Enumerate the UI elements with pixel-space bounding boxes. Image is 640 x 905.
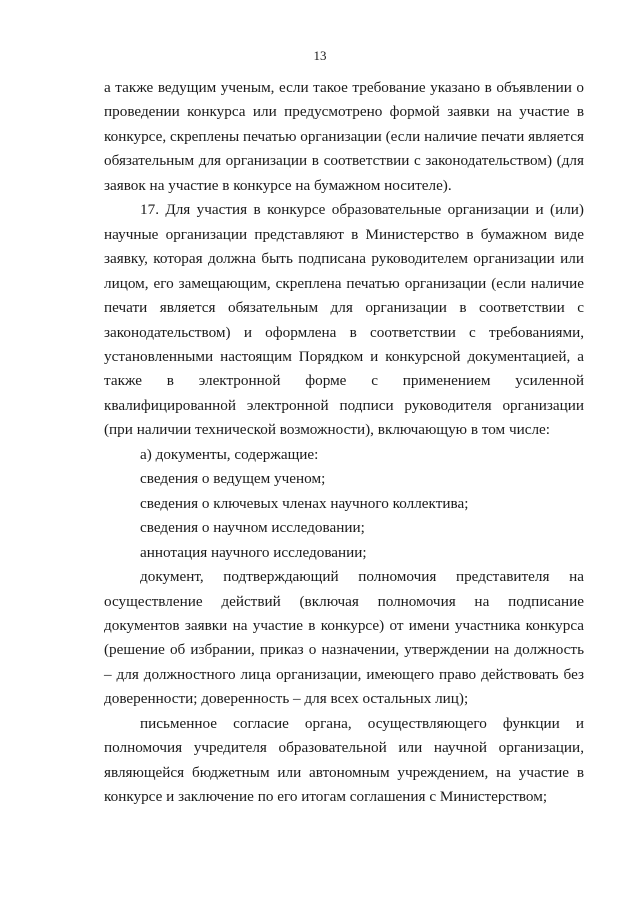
documents-list — [104, 443, 584, 565]
page-number: 13 — [313, 48, 327, 63]
list-item: а) документы, содержащие: — [140, 445, 319, 463]
list-item: сведения о ключевых членах научного коллектива; — [140, 494, 469, 512]
list-item: сведения о научном исследовании; — [140, 519, 365, 537]
paragraph-clause-17: 17. Для участия в конкурсе образовательные организации и (или) научные организации представляют в Министерство в бумажном виде заявку, которая должна быть подписана руководителем организации или лицом, его замещающим, скреплена печатью организации (если наличие печати является обязательным для организации в соответствии с законодательством) и оформлена в соответствии с требованиями, установленными настоящим Порядком и конкурсной документацией, а также в электронной форме с применением усиленной квалифицированной электронной подписи руководителя организации (при наличии технической возможности), включающую в том числе: — [104, 201, 584, 439]
paragraph-continuation: а также ведущим ученым, если такое требование указано в объявлении о проведении конкурса или предусмотрено формой заявки на участие в конкурсе, скреплены печатью организации (если наличие печати является обязательным для организации в соответствии с законодательством) (для заявок на участие в конкурсе на бумажном носителе). — [104, 79, 584, 194]
document-body — [104, 76, 584, 810]
list-item: аннотация научного исследовании; — [140, 543, 367, 561]
list-item: сведения о ведущем ученом; — [140, 470, 326, 488]
paragraph-authority-document: документ, подтверждающий полномочия представителя на осуществление действий (включая полномочия на подписание документов заявки на участие в конкурсе) от имени участника конкурса (решение об избрании, приказ о назначении, утверждении на должность – для должностного лица организации, имеющего право действовать без доверенности; доверенность – для всех остальных лиц); — [104, 568, 584, 708]
paragraph-founder-consent: письменное согласие органа, осуществляющего функции и полномочия учредителя образовательной или научной организации, являющейся бюджетным или автономным учреждением, на участие в конкурсе и заключение по его итогам соглашения с Министерством; — [104, 714, 584, 806]
